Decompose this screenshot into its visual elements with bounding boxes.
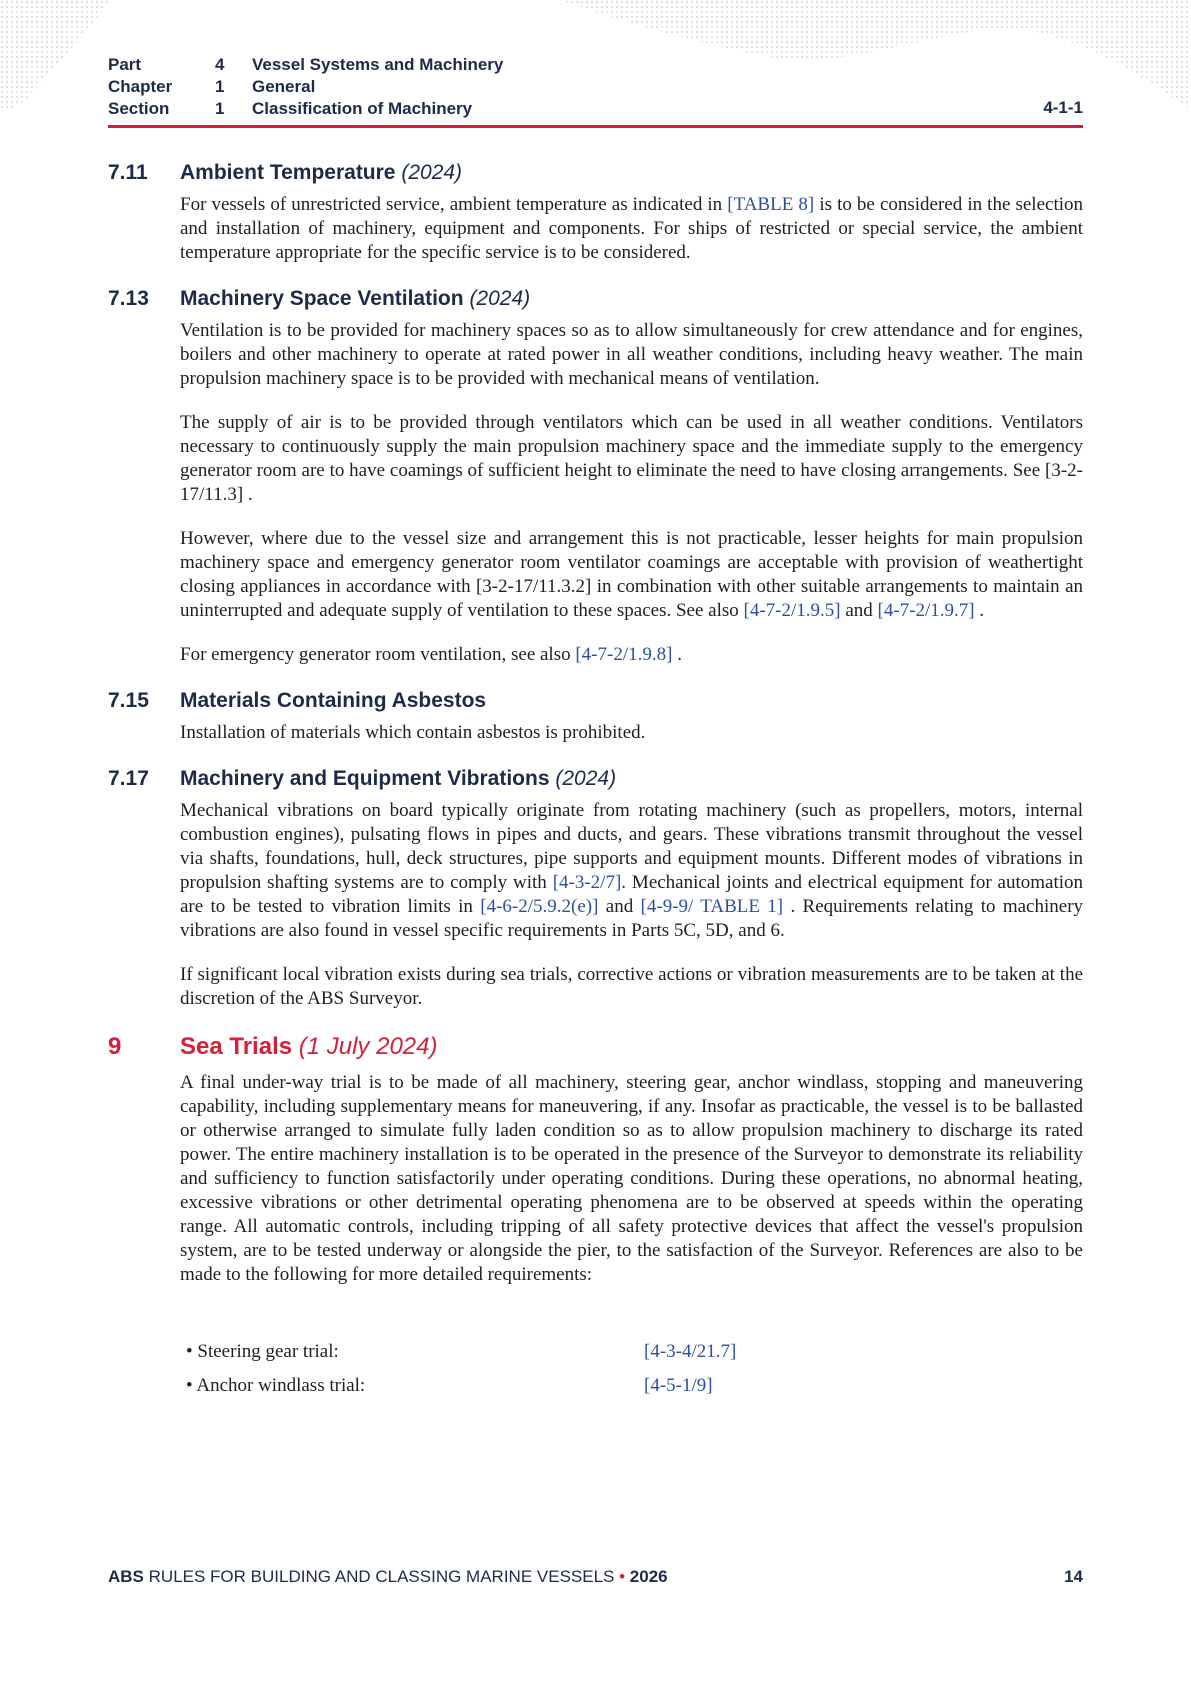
requirements-list [186, 1335, 1083, 1403]
document-title: RULES FOR BUILDING AND CLASSING MARINE VESSELS [148, 1567, 615, 1586]
section-year: (2024) [469, 287, 531, 310]
text: . [247, 484, 253, 505]
section-heading-9 [108, 1031, 1083, 1063]
section-year: (2024) [555, 767, 617, 790]
text: For emergency generator room ventilation, see also [180, 644, 571, 665]
header-label: Section [108, 99, 170, 118]
cross-reference-link[interactable]: [4-9-9/ TABLE 1] [640, 896, 784, 917]
cross-reference-link[interactable]: [4-3-4/21.7] [644, 1341, 737, 1362]
text: Mechanical vibrations on board typically originate from rotating machinery (such as propellers, motors, internal combustion engines), pulsating flows in pipes and ducts, and gears. These vibrations transmit throughout the vessel via shafts, foundations, hull, deck structures, pipe supports and equipment mounts. Different modes of vibrations in propulsion shafting systems are to comply with [180, 800, 1083, 893]
header-number: 4 [215, 55, 225, 74]
section-title: Machinery and Equipment Vibrations [180, 767, 550, 790]
text: in combination with other suitable arrangements to maintain an uninterrupted and adequate supply of ventilation to these spaces. See also [180, 576, 1084, 621]
text: . Requirements relating to machinery vibrations are also found in vessel specific requirements in Parts 5C, 5D, and 6. [180, 896, 1084, 941]
header-chapter-row [108, 76, 1083, 98]
header-title: General [252, 77, 316, 96]
cross-reference-link[interactable]: [4-7-2/1.9.8] [575, 644, 673, 665]
page-number: 14 [1064, 1567, 1083, 1586]
header-part-row [108, 54, 1083, 76]
section-number: 7.17 [108, 767, 149, 790]
section-title: Sea Trials [180, 1033, 293, 1060]
section-code: 4-1-1 [1043, 98, 1083, 117]
cross-reference-link[interactable]: [TABLE 8] [727, 194, 815, 215]
section-heading-7-17 [108, 765, 1083, 793]
document-year: 2026 [629, 1567, 668, 1586]
text: . [979, 600, 985, 621]
reference: [3-2-17/11.3] [180, 460, 1083, 505]
section-number: 7.11 [108, 161, 148, 184]
section-number: 7.15 [108, 689, 149, 712]
section-heading-7-15 [108, 687, 1083, 715]
header-divider [108, 125, 1083, 128]
text: and [845, 600, 873, 621]
paragraph [180, 527, 1083, 623]
paragraph [180, 799, 1083, 943]
text: is to be considered in the selection and installation of machinery, equipment and components. For ships of restricted or special service, the ambient temperature appropriate for the specific service is to be considered. [180, 194, 1084, 263]
text: and [605, 896, 634, 917]
header-label: Part [108, 55, 142, 74]
section-title: Ambient Temperature [180, 161, 396, 184]
header-title: Vessel Systems and Machinery [252, 55, 504, 74]
header-label: Chapter [108, 77, 173, 96]
paragraph: If significant local vibration exists during sea trials, corrective actions or vibration measurements are to be taken at the discretion of the ABS Surveyor. [180, 964, 1083, 1009]
section-number: 7.13 [108, 287, 149, 310]
section-title: Machinery Space Ventilation [180, 287, 464, 310]
header-title: Classification of Machinery [252, 99, 473, 118]
cross-reference-link[interactable]: [4-6-2/5.9.2(e)] [480, 896, 599, 917]
paragraph: A final under-way trial is to be made of all machinery, steering gear, anchor windlass, stopping and maneuvering capability, including supplementary means for maneuvering, if any. Insofar as practicable, the vessel is to be ballasted or otherwise arranged to simulate fully laden condition so as to allow propulsion machinery to discharge its rated power. The entire machinery installation is to be operated in the presence of the Surveyor to demonstrate its reliability and sufficiency to function satisfactorily under operating conditions. During these operations, no abnormal heating, excessive vibrations or other detrimental operating phenomena are to be observed at speeds within the operating range. All automatic controls, including tripping of all safety protective devices that affect the vessel's propulsion system, are to be tested underway or alongside the pier, to the satisfaction of the Surveyor. References are also to be made to the following for more detailed requirements: [180, 1072, 1083, 1285]
list-item [186, 1335, 1083, 1369]
page-content [108, 145, 1083, 1403]
paragraph: Installation of materials which contain asbestos is prohibited. [180, 722, 646, 743]
paragraph [180, 411, 1083, 507]
list-item-label: • Anchor windlass trial: [186, 1375, 366, 1396]
list-item-label: • Steering gear trial: [186, 1341, 339, 1362]
page-footer [108, 1567, 1083, 1587]
section-heading-7-13 [108, 285, 1083, 313]
text: . Mechanical joints and electrical equipment for automation are to be tested to vibration limits in [180, 872, 1084, 917]
text: The supply of air is to be provided through ventilators which can be used in all weather conditions. Ventilators necessary to continuously supply the main propulsion machinery space and the immediate supply to the emergency generator room are to have coamings of sufficient height to eliminate the need to have closing arrangements. See [180, 412, 1083, 481]
section-year: (2024) [401, 161, 463, 184]
paragraph [180, 643, 1083, 667]
section-heading-7-11 [108, 159, 1083, 187]
cross-reference-link[interactable]: [4-5-1/9] [644, 1375, 713, 1396]
section-year: (1 July 2024) [298, 1033, 438, 1060]
section-title: Materials Containing Asbestos [180, 689, 487, 712]
header-number: 1 [215, 99, 225, 118]
header-number: 1 [215, 77, 225, 96]
running-header [108, 54, 1083, 120]
paragraph [180, 193, 1083, 265]
cross-reference-link[interactable]: [4-7-2/1.9.7] [877, 600, 975, 621]
paragraph: Ventilation is to be provided for machinery spaces so as to allow simultaneously for crew attendance and for engines, boilers and other machinery to operate at rated power in all weather conditions, including heavy weather. The main propulsion machinery space is to be provided with mechanical means of ventilation. [180, 320, 1083, 389]
text: For vessels of unrestricted service, ambient temperature as indicated in [180, 194, 723, 215]
cross-reference-link[interactable]: [4-7-2/1.9.5] [743, 600, 841, 621]
list-item [186, 1369, 1083, 1403]
text: However, where due to the vessel size and arrangement this is not practicable, lesser heights for main propulsion machinery space and emergency generator room ventilator coamings are acceptable with provision of weathertight closing appliances in accordance with [180, 528, 1083, 597]
section-number: 9 [108, 1033, 122, 1060]
header-section-row [108, 98, 1083, 120]
cross-reference-link[interactable]: [4-3-2/7] [552, 872, 622, 893]
separator-dot: • [619, 1567, 626, 1586]
text: . [677, 644, 682, 665]
reference: [3-2-17/11.3.2] [475, 576, 592, 597]
brand-name: ABS [108, 1567, 144, 1586]
